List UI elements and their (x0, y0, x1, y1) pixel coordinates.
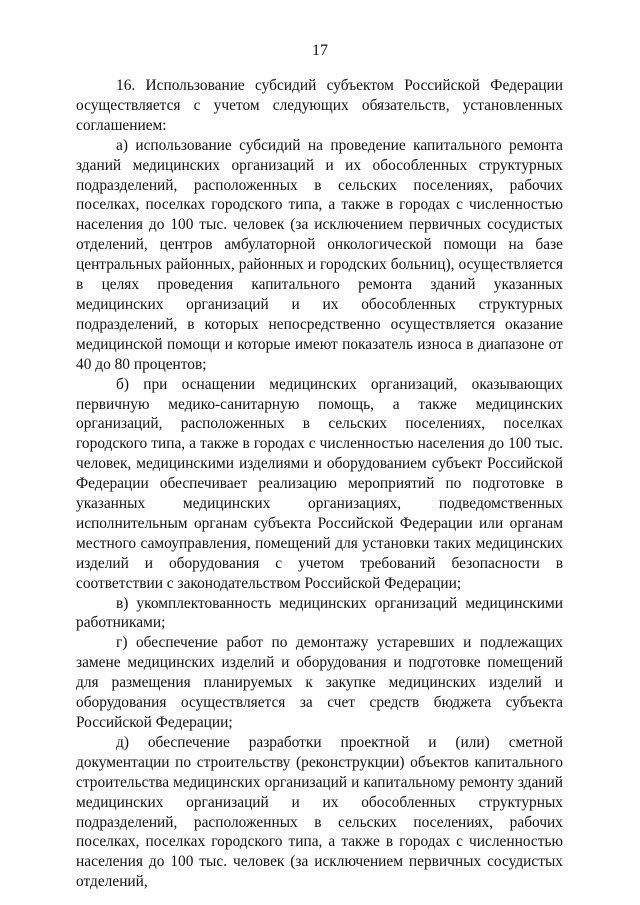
document-body (76, 76, 563, 892)
paragraph-item-g: г) обеспечение работ по демонтажу устаревших и подлежащих замене медицинских изделий и оборудования и подготовке помещений для размещения планируемых к закупке медицинских изделий и оборудования осуществляется за счет средств бюджета субъекта Российской Федерации; (76, 634, 563, 731)
paragraph-item-b: б) при оснащении медицинских организаций, оказывающих первичную медико-санитарную помощь, а также медицинских организаций, расположенных в сельских поселениях, поселках городского типа, а также в городах с численностью населения до 100 тыс. человек, медицинскими изделиями и оборудованием субъект Российской Федерации обеспечивает реализацию мероприятий по подготовке в указанных медицинских организациях, подведомственных исполнительным органам субъекта Российской Федерации или органам местного самоуправления, помещений для установки таких медицинских изделий и оборудования с учетом требований безопасности в соответствии с законодательством Российской Федерации; (76, 375, 563, 592)
paragraph-16: 16. Использование субсидий субъектом Российской Федерации осуществляется с учетом следующих обязательств, установленных соглашением: (76, 77, 563, 134)
paragraph-item-v: в) укомплектованность медицинских организаций медицинскими работниками; (76, 594, 563, 632)
page-number: 17 (312, 42, 328, 59)
paragraph-item-a: а) использование субсидий на проведение капитального ремонта зданий медицинских организаций и их обособленных структурных подразделений, расположенных в сельских поселениях, рабочих поселках, поселках городского типа, а также в городах с численностью населения до 100 тыс. человек (за исключением первичных сосудистых отделений, центров амбулаторной онкологической помощи на базе центральных районных, районных и городских больниц), осуществляется в целях проведения капитального ремонта зданий указанных медицинских организаций и их обособленных структурных подразделений, в которых непосредственно осуществляется оказание медицинской помощи и которые имеют показатель износа в диапазоне от 40 до 80 процентов; (76, 136, 563, 373)
paragraph-item-d: д) обеспечение разработки проектной и (или) сметной документации по строительству (реконструкции) объектов капитального строительства медицинских организаций и капитальному ремонту зданий медицинских организаций и их обособленных структурных подразделений, расположенных в сельских поселениях, рабочих поселках, поселках городского типа, а также в городах с численностью населения до 100 тыс. человек (за исключением первичных сосудистых отделений, (76, 733, 563, 891)
